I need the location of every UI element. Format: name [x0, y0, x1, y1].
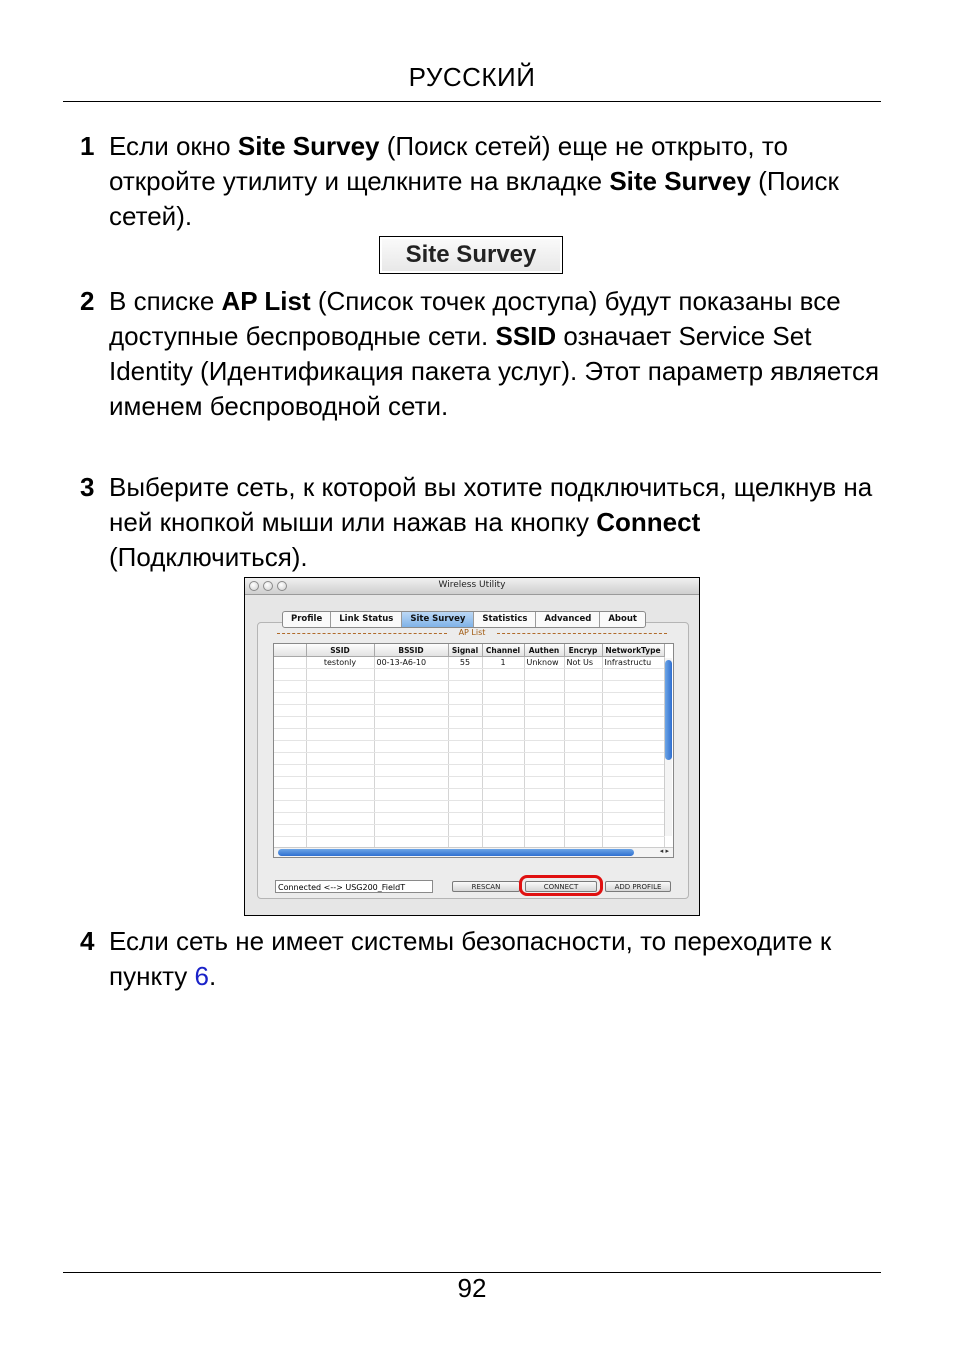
- table-cell: [564, 705, 602, 717]
- table-cell: [274, 669, 306, 681]
- empty-table-row: [274, 825, 664, 837]
- table-cell: [564, 753, 602, 765]
- table-cell: [306, 753, 374, 765]
- table-cell: [602, 717, 664, 729]
- step-number: 3: [80, 472, 95, 502]
- table-cell: [448, 789, 482, 801]
- table-cell: [374, 729, 448, 741]
- dashed-divider: [497, 633, 667, 634]
- empty-table-row: [274, 681, 664, 693]
- page-header-language: РУССКИЙ: [408, 62, 536, 92]
- table-cell: [274, 705, 306, 717]
- step-text: [109, 284, 880, 424]
- table-cell: [602, 705, 664, 717]
- table-cell: [524, 789, 564, 801]
- tab-profile[interactable]: Profile: [283, 612, 331, 627]
- table-cell: [448, 729, 482, 741]
- table-cell: [374, 765, 448, 777]
- wireless-utility-screenshot: [244, 577, 700, 916]
- table-cell: [448, 681, 482, 693]
- table-cell: [602, 825, 664, 837]
- empty-table-row: [274, 801, 664, 813]
- text-run: Если сеть не имеет системы безопасности, то переходите к пункту: [109, 926, 832, 991]
- ap-list-heading: [273, 627, 671, 639]
- table-cell: [274, 825, 306, 837]
- text-run: (Подключиться).: [109, 542, 308, 572]
- empty-table-row: [274, 693, 664, 705]
- table-cell: [374, 669, 448, 681]
- table-cell: [564, 801, 602, 813]
- table-cell: [306, 741, 374, 753]
- column-header-networktype[interactable]: NetworkType: [602, 644, 664, 657]
- table-cell: [602, 669, 664, 681]
- step-text: [109, 470, 880, 575]
- table-cell: [274, 741, 306, 753]
- bold-term: Site Survey: [237, 131, 380, 161]
- table-cell: [564, 813, 602, 825]
- empty-table-row: [274, 789, 664, 801]
- table-cell: [274, 657, 306, 669]
- table-cell: [448, 705, 482, 717]
- table-cell: [374, 681, 448, 693]
- step-3: [80, 470, 880, 575]
- table-cell: [482, 705, 524, 717]
- table-cell: [448, 765, 482, 777]
- table-cell: [524, 693, 564, 705]
- step-text: [109, 924, 880, 994]
- table-cell: [306, 717, 374, 729]
- table-cell: [448, 801, 482, 813]
- tab-bar: [282, 611, 646, 628]
- step-2: [80, 284, 880, 424]
- window-titlebar: [245, 578, 699, 595]
- scroll-thumb[interactable]: [665, 660, 672, 760]
- table-cell: [448, 717, 482, 729]
- dashed-divider: [277, 633, 447, 634]
- table-cell: [482, 801, 524, 813]
- empty-table-row: [274, 741, 664, 753]
- step-number: 2: [80, 286, 95, 316]
- table-cell: [602, 801, 664, 813]
- table-cell: [602, 765, 664, 777]
- table-cell: [482, 717, 524, 729]
- table-cell: [524, 813, 564, 825]
- table-cell: Not Us: [564, 657, 602, 669]
- text-run: Если окно: [109, 131, 238, 161]
- table-body: [274, 657, 664, 849]
- table-cell: [482, 669, 524, 681]
- site-survey-label: Site Survey: [382, 239, 560, 271]
- column-header-encryp[interactable]: Encryp: [564, 644, 602, 657]
- table-cell: [448, 753, 482, 765]
- tab-site-survey[interactable]: Site Survey: [402, 612, 474, 627]
- table-cell: [374, 693, 448, 705]
- connection-status: Connected <--> USG200_FieldT: [275, 880, 433, 893]
- table-cell: [274, 729, 306, 741]
- bold-term: Connect: [596, 507, 701, 537]
- table-cell: [564, 789, 602, 801]
- table-cell: [564, 765, 602, 777]
- table-cell: [374, 789, 448, 801]
- column-header-bssid[interactable]: BSSID: [374, 644, 448, 657]
- column-header-channel[interactable]: Channel: [482, 644, 524, 657]
- empty-table-row: [274, 753, 664, 765]
- table-cell: [306, 729, 374, 741]
- table-cell: [482, 825, 524, 837]
- table-cell: [306, 681, 374, 693]
- table-cell: [482, 729, 524, 741]
- tab-about[interactable]: About: [608, 614, 637, 624]
- tab-advanced[interactable]: Advanced: [536, 612, 600, 627]
- table-cell: [274, 717, 306, 729]
- empty-table-row: [274, 813, 664, 825]
- empty-table-row: [274, 717, 664, 729]
- table-cell: [602, 693, 664, 705]
- scroll-arrows-icon[interactable]: ◂ ▸: [659, 847, 669, 855]
- rescan-button[interactable]: RESCAN: [452, 881, 520, 892]
- table-cell: [564, 825, 602, 837]
- table-header-row: [274, 644, 664, 657]
- table-cell: [482, 789, 524, 801]
- table-cell: [448, 825, 482, 837]
- table-cell: [564, 669, 602, 681]
- ap-table: [274, 644, 665, 849]
- scroll-thumb[interactable]: [278, 849, 634, 856]
- table-cell: [274, 765, 306, 777]
- table-cell: [602, 741, 664, 753]
- table-cell: [306, 705, 374, 717]
- table-cell: [524, 765, 564, 777]
- table-cell: [524, 753, 564, 765]
- table-cell: [306, 765, 374, 777]
- table-cell: [602, 789, 664, 801]
- table-cell: [564, 777, 602, 789]
- table-cell: [374, 813, 448, 825]
- step-4: [80, 924, 880, 994]
- column-header-signal[interactable]: Signal: [448, 644, 482, 657]
- table-cell: [274, 813, 306, 825]
- bold-term: AP List: [221, 286, 311, 316]
- window-body: [245, 595, 699, 915]
- text-run: (Поиск сетей) еще не открыто, то откройте утилиту и щелкните на вкладке: [109, 131, 788, 196]
- table-cell: [448, 669, 482, 681]
- tab-link-status[interactable]: Link Status: [331, 612, 402, 627]
- table-cell: [374, 753, 448, 765]
- table-cell: [524, 825, 564, 837]
- table-cell: [306, 801, 374, 813]
- table-cell: [602, 729, 664, 741]
- vertical-scrollbar[interactable]: [664, 658, 672, 836]
- table-cell: [564, 741, 602, 753]
- table-cell: [602, 777, 664, 789]
- table-cell: [602, 813, 664, 825]
- table-cell: [306, 789, 374, 801]
- table-cell: 55: [448, 657, 482, 669]
- text-run: В списке: [109, 286, 222, 316]
- step-1: [80, 129, 880, 234]
- table-cell: [274, 801, 306, 813]
- table-cell: [524, 801, 564, 813]
- table-cell: [482, 741, 524, 753]
- table-cell: [448, 693, 482, 705]
- table-cell: [524, 681, 564, 693]
- add-profile-button[interactable]: ADD PROFILE: [605, 881, 671, 892]
- table-cell: [482, 765, 524, 777]
- table-cell: testonly: [306, 657, 374, 669]
- table-cell: Infrastructu: [602, 657, 664, 669]
- table-cell: [482, 681, 524, 693]
- table-cell: [374, 825, 448, 837]
- ap-list-table: [273, 643, 674, 858]
- table-cell: [602, 753, 664, 765]
- table-row[interactable]: [274, 657, 664, 669]
- table-cell: [274, 693, 306, 705]
- table-cell: [602, 681, 664, 693]
- bold-term: Site Survey: [609, 166, 751, 196]
- table-cell: [524, 741, 564, 753]
- step-number: 1: [80, 131, 95, 161]
- empty-table-row: [274, 669, 664, 681]
- connect-button[interactable]: CONNECT: [525, 881, 597, 892]
- table-cell: [524, 729, 564, 741]
- table-cell: [482, 753, 524, 765]
- table-cell: 1: [482, 657, 524, 669]
- table-cell: [564, 693, 602, 705]
- text-run: Выберите сеть, к которой вы хотите подключиться, щелкнув на ней кнопкой мыши или нажав на кнопку: [109, 472, 873, 537]
- table-cell: [306, 693, 374, 705]
- header-rule: [63, 101, 881, 102]
- text-run: (Список точек доступа) будут показаны все доступные беспроводные сети.: [109, 286, 841, 351]
- table-cell: [524, 669, 564, 681]
- table-cell: [448, 813, 482, 825]
- table-cell: [374, 705, 448, 717]
- table-cell: [564, 681, 602, 693]
- text-run: (Поиск сетей).: [109, 166, 839, 231]
- table-cell: [448, 741, 482, 753]
- step-number: 4: [80, 926, 95, 956]
- table-cell: [524, 777, 564, 789]
- table-cell: [274, 753, 306, 765]
- column-header-authen[interactable]: Authen: [524, 644, 564, 657]
- site-survey-tab-image: [379, 236, 563, 274]
- tab-statistics[interactable]: Statistics: [474, 612, 536, 627]
- table-cell: [306, 813, 374, 825]
- horizontal-scrollbar[interactable]: [274, 847, 673, 857]
- table-cell: Unknow: [524, 657, 564, 669]
- table-cell: [482, 777, 524, 789]
- table-cell: [482, 693, 524, 705]
- table-cell: [306, 777, 374, 789]
- ap-list-title: AP List: [456, 628, 489, 637]
- empty-table-row: [274, 705, 664, 717]
- text-run: .: [209, 961, 217, 991]
- table-cell: [448, 777, 482, 789]
- empty-table-row: [274, 777, 664, 789]
- text-run: означает Service Set Identity (Идентификация пакета услуг). Этот параметр является именем беспроводной сети.: [109, 321, 880, 421]
- empty-table-row: [274, 765, 664, 777]
- table-cell: [274, 789, 306, 801]
- table-cell: [306, 669, 374, 681]
- table-cell: [306, 825, 374, 837]
- bold-term: SSID: [495, 321, 557, 351]
- table-cell: [374, 777, 448, 789]
- table-cell: [374, 717, 448, 729]
- page-number: 92: [457, 1273, 487, 1303]
- empty-table-row: [274, 729, 664, 741]
- step-6-link[interactable]: 6: [194, 961, 209, 991]
- table-cell: [564, 717, 602, 729]
- table-cell: [482, 813, 524, 825]
- table-cell: [564, 729, 602, 741]
- table-cell: [374, 801, 448, 813]
- column-header-ssid[interactable]: SSID: [306, 644, 374, 657]
- column-header[interactable]: [274, 644, 306, 657]
- table-cell: 00-13-A6-10: [374, 657, 448, 669]
- table-cell: [524, 717, 564, 729]
- connect-highlight-circle: [519, 875, 603, 896]
- window-title: Wireless Utility: [438, 580, 506, 590]
- table-cell: [274, 681, 306, 693]
- step-text: [109, 129, 880, 234]
- table-cell: [524, 705, 564, 717]
- table-cell: [274, 777, 306, 789]
- table-cell: [374, 741, 448, 753]
